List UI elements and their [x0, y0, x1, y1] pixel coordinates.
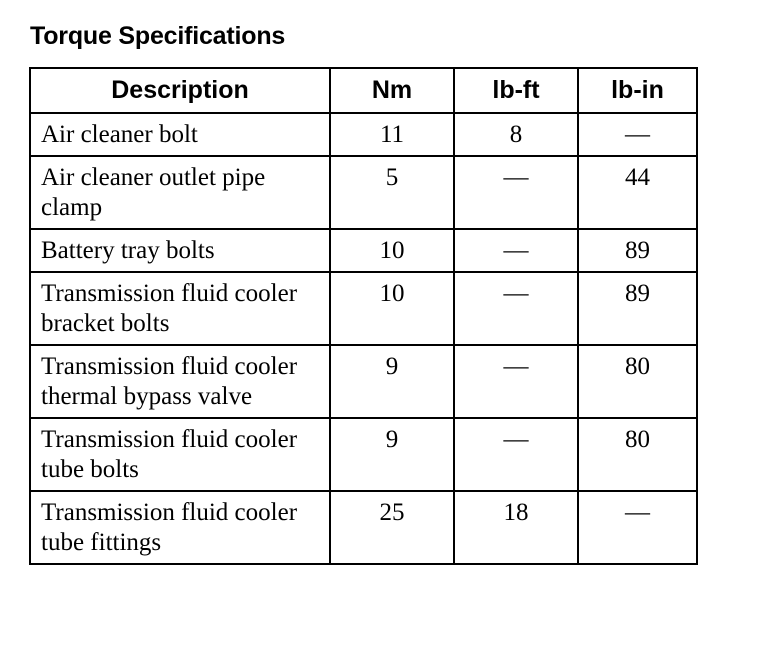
row-description: Transmission fluid cooler tube fittings — [30, 491, 330, 564]
page-title: Torque Specifications — [30, 22, 286, 50]
row-description: Battery tray bolts — [30, 229, 330, 272]
row-description: Transmission fluid cooler thermal bypass valve — [30, 345, 330, 418]
table-row — [30, 345, 697, 418]
row-description: Air cleaner bolt — [30, 113, 330, 156]
row-nm-value: 10 — [330, 272, 454, 345]
row-lb-in-value: — — [578, 491, 697, 564]
column-header-lb-in: lb-in — [578, 68, 697, 113]
row-lb-ft-value: 8 — [454, 113, 578, 156]
row-nm-value: 5 — [330, 156, 454, 229]
column-header-nm: Nm — [330, 68, 454, 113]
row-nm-value: 9 — [330, 418, 454, 491]
row-lb-ft-value: — — [454, 156, 578, 229]
table-header-row — [30, 68, 697, 113]
torque-spec-table — [29, 67, 698, 565]
row-description: Transmission fluid cooler bracket bolts — [30, 272, 330, 345]
row-nm-value: 25 — [330, 491, 454, 564]
row-lb-in-value: 89 — [578, 272, 697, 345]
table-row — [30, 491, 697, 564]
row-lb-ft-value: 18 — [454, 491, 578, 564]
table-row — [30, 272, 697, 345]
table-row — [30, 113, 697, 156]
column-header-lb-ft: lb-ft — [454, 68, 578, 113]
row-description: Transmission fluid cooler tube bolts — [30, 418, 330, 491]
row-lb-ft-value: — — [454, 229, 578, 272]
row-lb-ft-value: — — [454, 418, 578, 491]
row-nm-value: 11 — [330, 113, 454, 156]
row-lb-ft-value: — — [454, 345, 578, 418]
row-lb-in-value: 89 — [578, 229, 697, 272]
row-lb-in-value: 44 — [578, 156, 697, 229]
column-header-description: Description — [30, 68, 330, 113]
table-row — [30, 229, 697, 272]
table-row — [30, 418, 697, 491]
row-nm-value: 10 — [330, 229, 454, 272]
row-lb-in-value: 80 — [578, 418, 697, 491]
row-lb-ft-value: — — [454, 272, 578, 345]
row-lb-in-value: 80 — [578, 345, 697, 418]
row-lb-in-value: — — [578, 113, 697, 156]
row-nm-value: 9 — [330, 345, 454, 418]
row-description: Air cleaner outlet pipe clamp — [30, 156, 330, 229]
table-row — [30, 156, 697, 229]
